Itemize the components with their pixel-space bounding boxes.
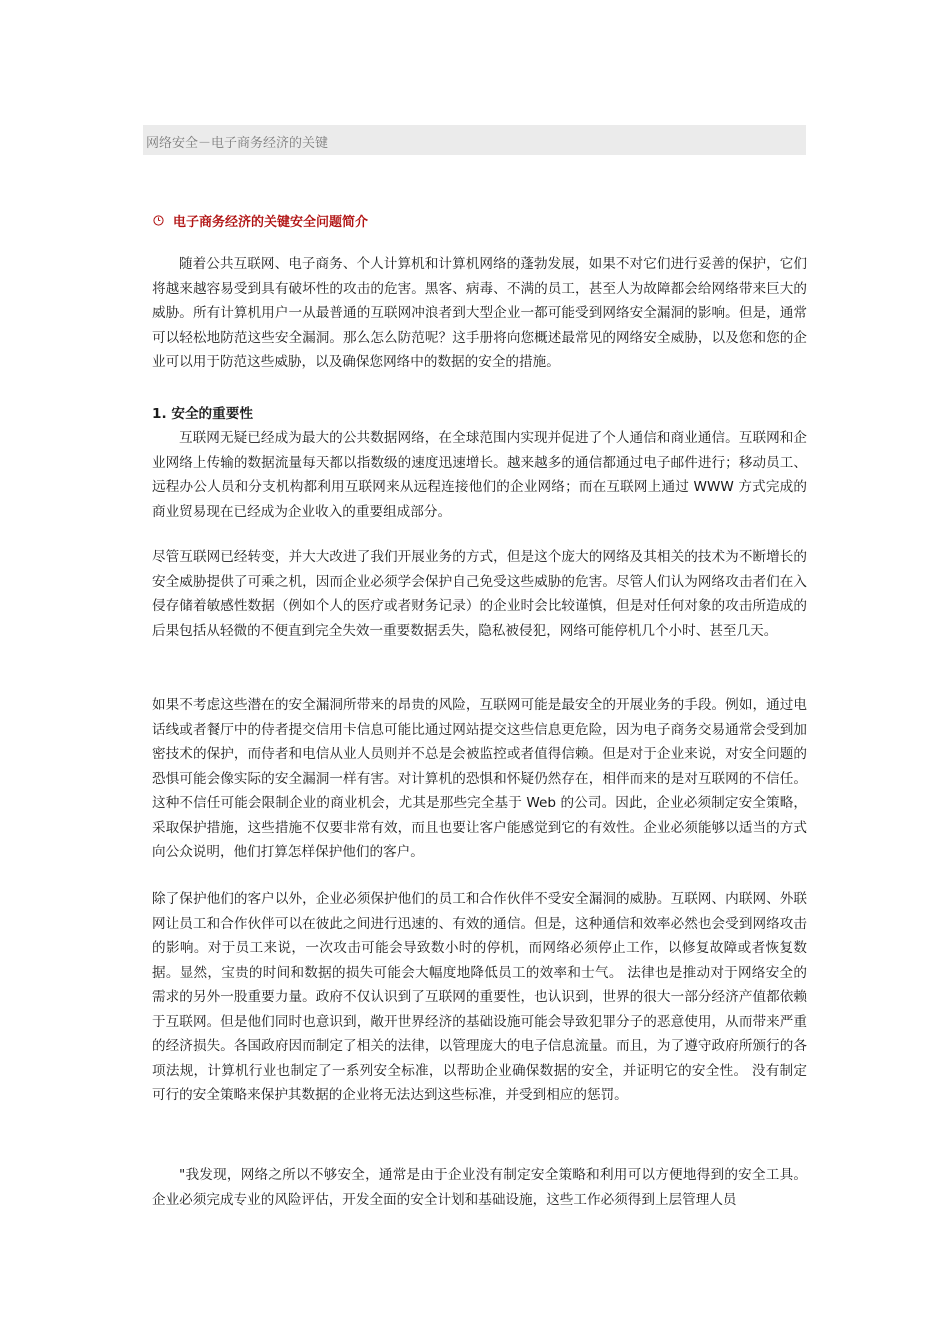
intro-paragraph: 随着公共互联网、电子商务、个人计算机和计算机网络的蓬勃发展，如果不对它们进行妥善的保护，它们将越来越容易受到具有破坏性的攻击的危害。黑客、病毒、不满的员工，甚至人为故障都会给网络带来巨大的威胁。所有计算机用户一从最普通的互联网冲浪者到大型企业一都可能受到网络安全漏洞的影响。但是，通常可以轻松地防范这些安全漏洞。那么怎么防范呢？这手册将向您概述最常见的网络安全威胁，以及您和您的企业可以用于防范这些威胁，以及确保您网络中的数据的安全的措施。 [152,256,807,370]
document-header-bar [143,125,806,155]
subheading-importance-of-security: 1. 安全的重要性 [152,406,253,422]
paragraph-risk-and-trust: 如果不考虑这些潜在的安全漏洞所带来的昂贵的风险，互联网可能是最安全的开展业务的手段。例如，通过电话线或者餐厅中的侍者提交信用卡信息可能比通过网站提交这些信息更危险，因为电子商务交易通常会受到加密技术的保护，而侍者和电信从业人员则并不总是会被监控或者值得信赖。但是对于企业来说，对安全问题的恐惧可能会像实际的安全漏洞一样有害。对计算机的恐惧和怀疑仍然存在，相伴而来的是对互联网的不信任。这种不信任可能会限制企业的商业机会，尤其是那些完全基于 Web 的公司。因此，企业必须制定安全策略，采取保护措施，这些措施不仅要非常有效，而且也要让客户能感觉到它的有效性。企业必须能够以适当的方式向公众说明，他们打算怎样保护他们的客户。 [152,697,807,860]
paragraph-internet-growth: 互联网无疑已经成为最大的公共数据网络，在全球范围内实现并促进了个人通信和商业通信。互联网和企业网络上传输的数据流量每天都以指数级的速度迅速增长。越来越多的通信都通过电子邮件进行；移动员工、远程办公人员和分支机构都利用互联网来从远程连接他们的企业网络；而在互联网上通过 WWW 方式完成的商业贸易现在已经成为企业收入的重要组成部分。 [152,430,807,520]
section-heading-text: 电子商务经济的关键安全问题简介 [173,214,369,230]
section-heading [153,210,368,230]
clock-icon [153,215,164,226]
document-title: 网络安全－电子商务经济的关键 [146,136,329,151]
paragraph-employees-and-law: 除了保护他们的客户以外，企业必须保护他们的员工和合作伙伴不受安全漏洞的威胁。互联网、内联网、外联网让员工和合作伙伴可以在彼此之间进行迅速的、有效的通信。但是，这种通信和效率必然也会受到网络攻击的影响。对于员工来说，一次攻击可能会导致数小时的停机，而网络必须停止工作，以修复故障或者恢复数据。显然，宝贵的时间和数据的损失可能会大幅度地降低员工的效率和士气。 法律也是推动对于网络安全的需求的另外一股重要力量。政府不仅认识到了互联网的重要性，也认识到，世界的很大一部分经济产值都依赖于互联网。但是他们同时也意识到，敞开世界经济的基础设施可能会导致犯罪分子的恶意使用，从而带来严重的经济损失。各国政府因而制定了相关的法律，以管理庞大的电子信息流量。而且，为了遵守政府所颁行的各项法规，计算机行业也制定了一系列安全标准，以帮助企业确保数据的安全，并证明它的安全性。 没有制定可行的安全策略来保护其数据的企业将无法达到这些标准，并受到相应的惩罚。 [152,891,807,1103]
paragraph-security-threats: 尽管互联网已经转变，并大大改进了我们开展业务的方式，但是这个庞大的网络及其相关的技术为不断增长的安全威胁提供了可乘之机，因而企业必须学会保护自己免受这些威胁的危害。尽管人们认为网络攻击者们在入侵存储着敏感性数据（例如个人的医疗或者财务记录）的企业时会比较谨慎，但是对任何对象的攻击所造成的后果包括从轻微的不便直到完全失效一重要数据丢失，隐私被侵犯，网络可能停机几个小时、甚至几天。 [152,549,807,639]
paragraph-quote: "我发现，网络之所以不够安全，通常是由于企业没有制定安全策略和利用可以方便地得到的安全工具。企业必须完成专业的风险评估，开发全面的安全计划和基础设施，这些工作必须得到上层管理人员 [152,1167,807,1208]
